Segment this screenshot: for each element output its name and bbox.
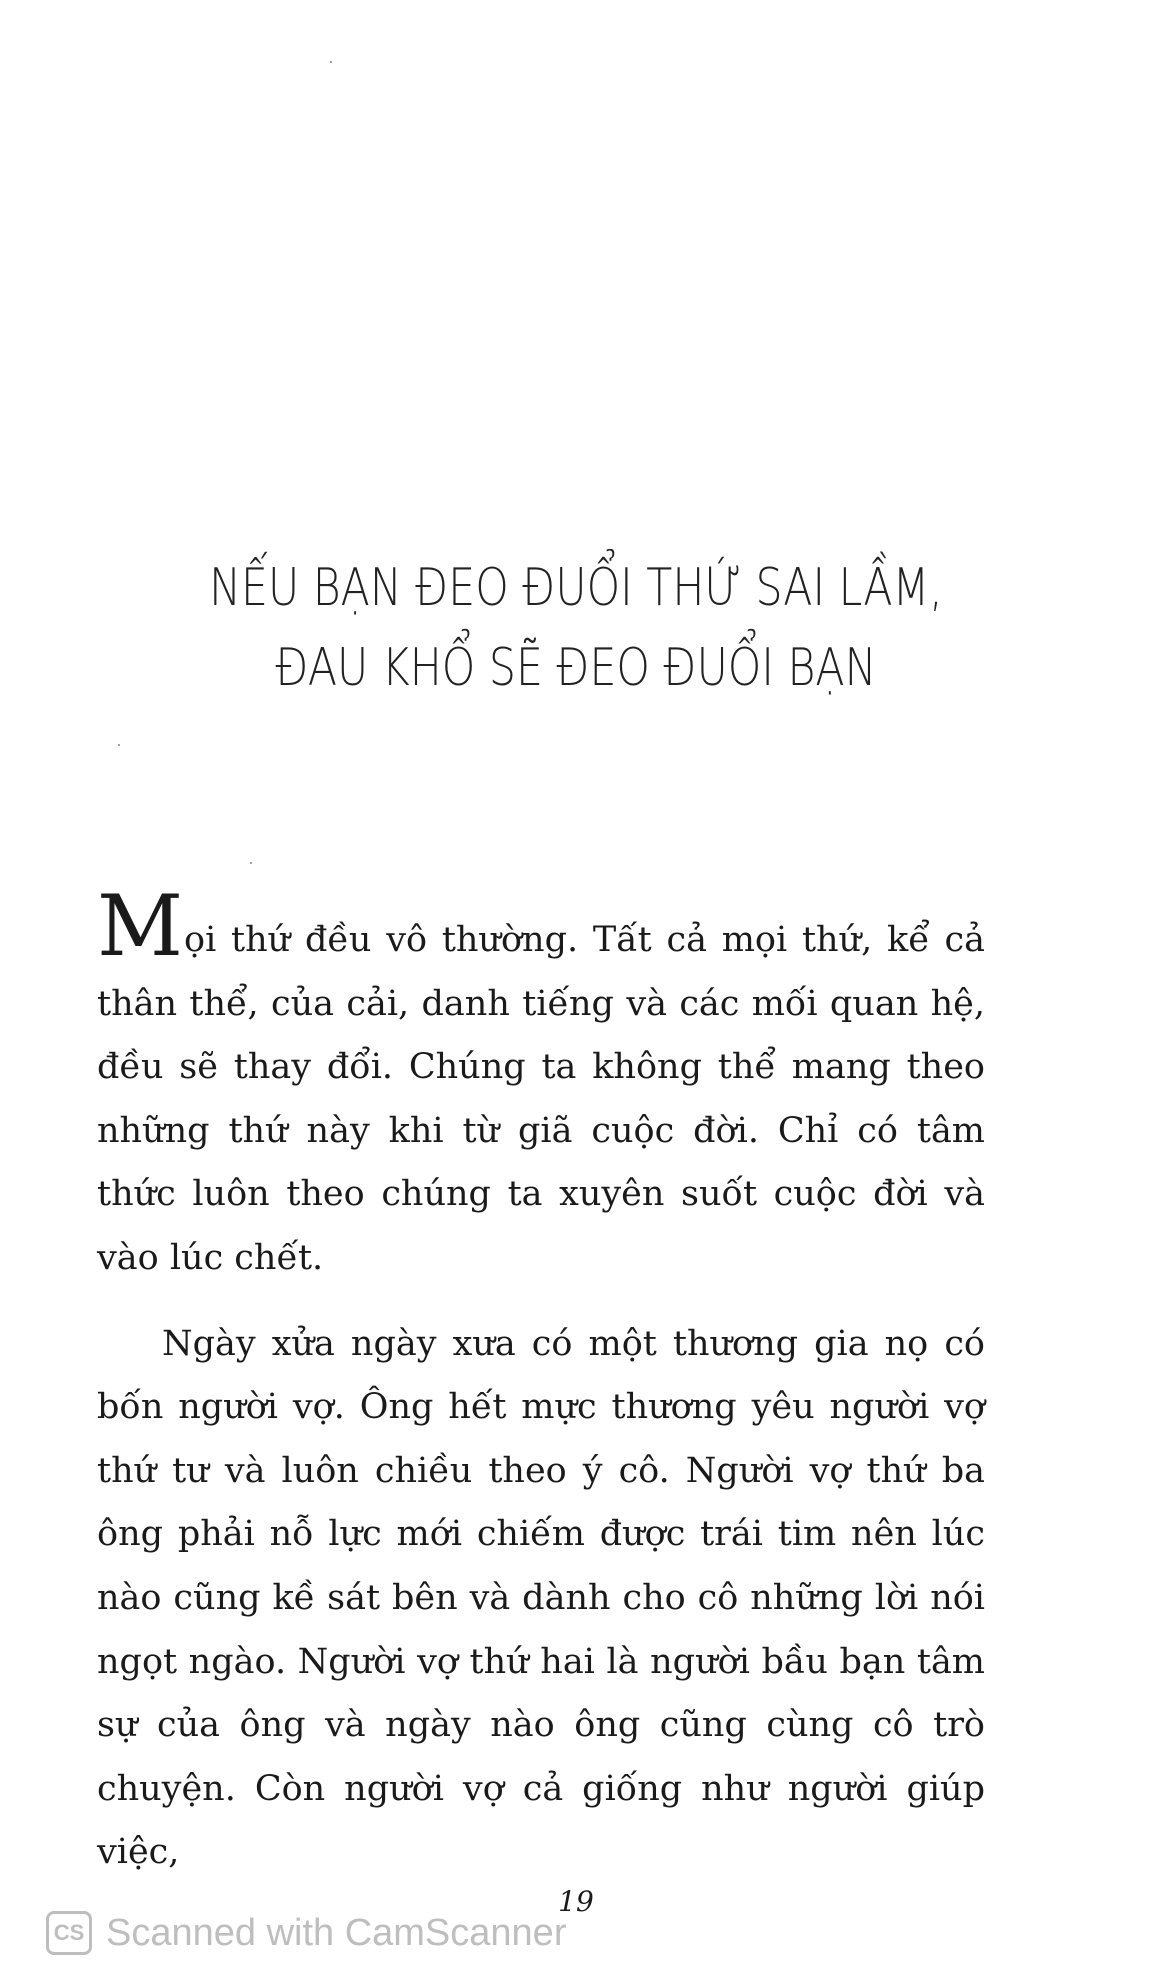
body-text bbox=[97, 877, 985, 1885]
scan-speck bbox=[330, 61, 332, 63]
chapter-title-line-1: NẾU BẠN ĐEO ĐUỔI THỨ SAI LẦM, bbox=[209, 558, 943, 618]
scan-speck bbox=[118, 744, 120, 746]
drop-cap-letter: M bbox=[97, 877, 184, 975]
chapter-title-line-2: ĐAU KHỔ SẼ ĐEO ĐUỔI BẠN bbox=[275, 638, 877, 698]
paragraph-1-text: ọi thứ đều vô thường. Tất cả mọi thứ, kể cả thân thể, của cải, danh tiếng và các mối quan hệ, đều sẽ thay đổi. Chúng ta không thể mang theo những thứ này khi từ giã cuộc đời. Chỉ có tâm thức luôn theo chúng ta xuyên suốt cuộc đời và vào lúc chết. bbox=[97, 920, 985, 1278]
camscanner-logo-icon: CS bbox=[46, 1911, 92, 1955]
paragraph-2: Ngày xửa ngày xưa có một thương gia nọ có bốn người vợ. Ông hết mực thương yêu người vợ thứ tư và luôn chiều theo ý cô. Người vợ thứ ba ông phải nỗ lực mới chiếm được trái tim nên lúc nào cũng kề sát bên và dành cho cô những lời nói ngọt ngào. Người vợ thứ hai là người bầu bạn tâm sự của ông và ngày nào ông cũng cùng cô trò chuyện. Còn người vợ cả giống như người giúp việc, bbox=[97, 1323, 985, 1873]
page-number: 19 bbox=[558, 1885, 594, 1918]
paragraph-1 bbox=[97, 877, 985, 1291]
camscanner-watermark bbox=[46, 1905, 566, 1961]
chapter-title bbox=[104, 548, 1049, 708]
scan-speck bbox=[250, 862, 252, 864]
watermark-text: Scanned with CamScanner bbox=[106, 1911, 567, 1954]
